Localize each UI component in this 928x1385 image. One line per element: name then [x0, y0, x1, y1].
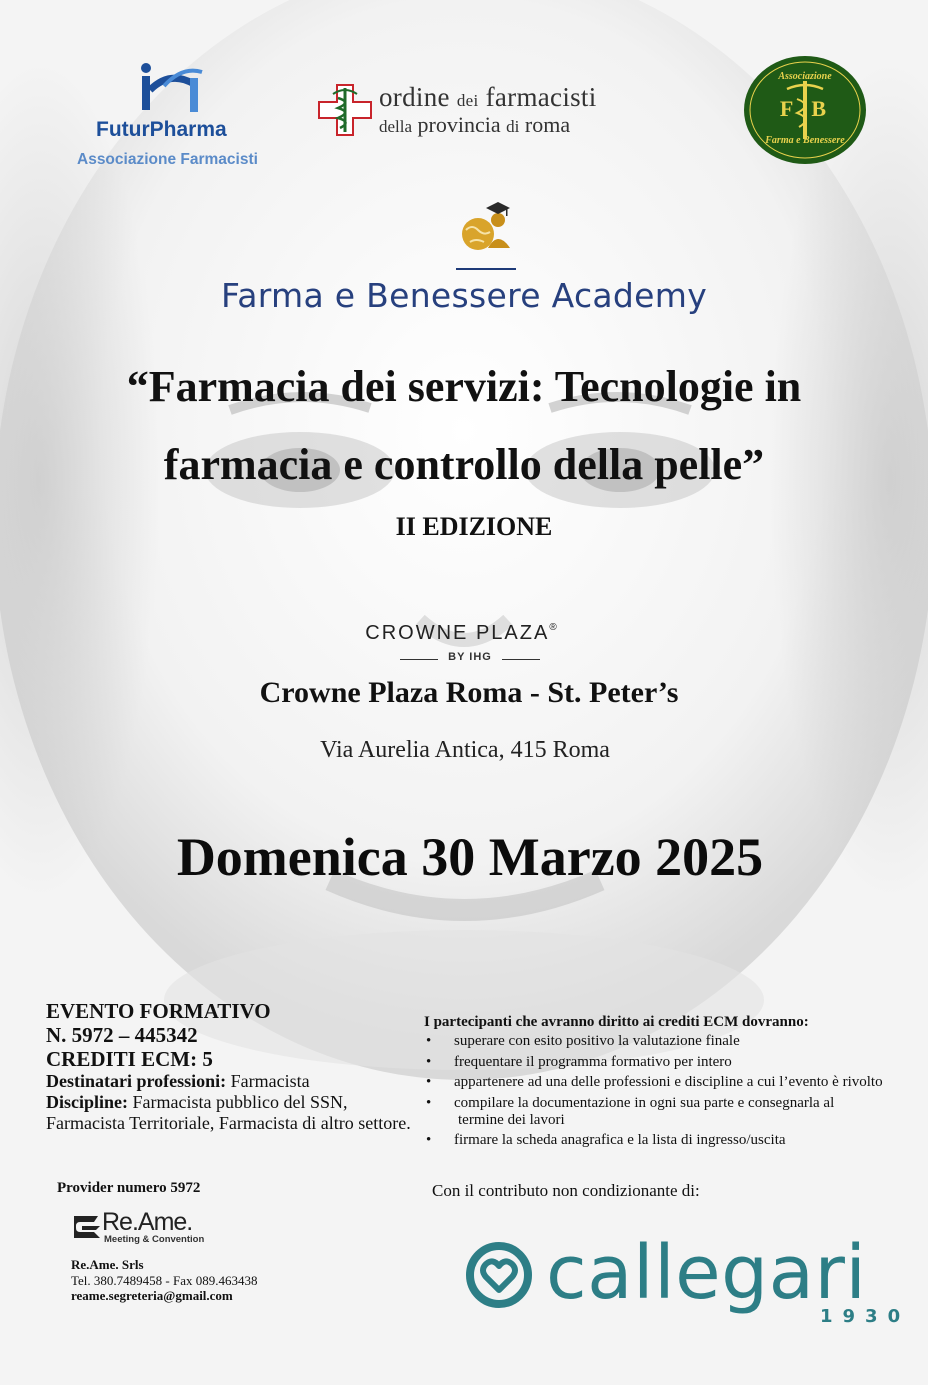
- provider-phone: Tel. 380.7489458 - Fax 089.463438: [71, 1272, 258, 1288]
- list-item: • firmare la scheda anagrafica e la lista di ingresso/uscita: [424, 1132, 928, 1149]
- ordine-farmacisti-logo: [318, 80, 668, 140]
- sponsor-label: Con il contributo non condizionante di:: [432, 1181, 700, 1200]
- event-title-line2: farmacia e controllo della pelle”: [163, 440, 765, 489]
- callegari-heart-icon: [464, 1240, 534, 1310]
- ecm-destinatari: Destinatari professioni: Farmacista: [46, 1071, 310, 1091]
- caduceus-cross-icon: [318, 84, 372, 136]
- crowne-plaza-logo: CROWNE PLAZA®: [365, 622, 559, 644]
- academy-divider: [456, 268, 516, 270]
- ordine-title-line1: ordine dei farmacisti: [379, 82, 597, 112]
- event-title-line1: “Farmacia dei servizi: Tecnologie in: [126, 362, 802, 411]
- seal-letters: FB: [779, 96, 845, 121]
- provider-label: Provider numero 5972: [57, 1180, 201, 1196]
- provider-company: Re.Ame. Srls: [71, 1257, 144, 1272]
- reame-logo-icon: [72, 1210, 102, 1240]
- venue-name: Crowne Plaza Roma - St. Peter’s: [259, 676, 679, 709]
- list-item: • superare con esito positivo la valutazione finale: [424, 1033, 928, 1050]
- callegari-logo: [464, 1230, 914, 1333]
- ecm-credits: CREDITI ECM: 5: [46, 1047, 213, 1071]
- academy-name: Farma e Benessere Academy: [220, 276, 708, 315]
- list-item: • appartenere ad una delle professioni e discipline a cui l’evento è rivolto: [424, 1074, 928, 1091]
- ecm-discipline: Discipline: Farmacista pubblico del SSN, Farmacista Territoriale, Farmacista di altro settore.: [46, 1092, 411, 1133]
- ecm-info: [46, 999, 416, 1134]
- callegari-name: callegari: [546, 1230, 867, 1316]
- crowne-plaza-by-ihg: BY IHG: [400, 651, 540, 667]
- venue-address: Via Aurelia Antica, 415 Roma: [320, 737, 610, 763]
- seal-org-text: Associazione: [778, 71, 832, 82]
- ecm-line2: N. 5972 – 445342: [46, 1023, 198, 1047]
- futurpharma-subtitle: Associazione Farmacisti: [77, 151, 258, 168]
- ecm-line1: EVENTO FORMATIVO: [46, 999, 271, 1023]
- reame-logo-sub: Meeting & Convention: [104, 1234, 205, 1245]
- futurpharma-logo: [70, 60, 280, 180]
- ordine-title-line2: della provincia di roma: [379, 112, 571, 137]
- farma-benessere-seal: [743, 55, 867, 165]
- reame-logo: [72, 1208, 222, 1248]
- event-edition: II EDIZIONE: [395, 512, 553, 541]
- list-item: • frequentare il programma formativo per intero: [424, 1054, 928, 1071]
- seal-bottom-text: Farma e Benessere: [765, 135, 845, 146]
- list-item: • compilare la documentazione in ogni sua parte e consegnarla al termine dei lavori: [424, 1095, 928, 1129]
- ecm-requirements: [424, 1013, 928, 1153]
- event-title: [40, 348, 888, 504]
- futurpharma-figure-icon: [136, 60, 208, 116]
- event-date: Domenica 30 Marzo 2025: [176, 827, 764, 887]
- provider-email[interactable]: reame.segreteria@gmail.com: [71, 1288, 233, 1303]
- reame-logo-name: Re.Ame.: [102, 1208, 193, 1236]
- provider-contacts: [71, 1257, 258, 1304]
- requirements-list: [424, 1033, 928, 1149]
- academy-globe-cap-icon: [458, 198, 516, 254]
- requirements-heading: I partecipanti che avranno diritto ai crediti ECM dovranno:: [424, 1014, 809, 1030]
- futurpharma-name: FuturPharma: [96, 118, 227, 141]
- callegari-year: 1930: [820, 1306, 911, 1327]
